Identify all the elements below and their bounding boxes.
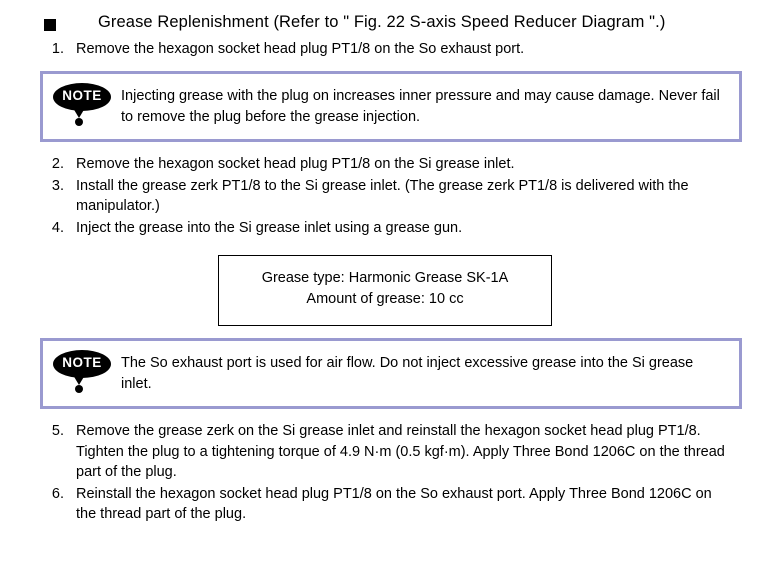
note-box-2 [40, 338, 742, 409]
list-item-number: 6. [51, 485, 64, 502]
list-item-text: Remove the hexagon socket head plug PT1/8 on the So exhaust port. [76, 40, 525, 57]
list-item [14, 484, 756, 525]
note-dot-shape [75, 118, 83, 126]
note-tail-shape [73, 375, 85, 385]
note-text: Injecting grease with the plug on increases inner pressure and may cause damage. Never fail to remove the plug before the grease injection. [121, 88, 720, 126]
note-badge-label: NOTE [62, 88, 102, 104]
square-bullet-icon [44, 19, 56, 31]
list-item [14, 218, 756, 239]
grease-spec-container [14, 255, 756, 327]
list-item-text: Reinstall the hexagon socket head plug PT1/8 on the So exhaust port. Apply Three Bond 1206C on the thread part of the plug. [76, 485, 712, 523]
list-item-text: Install the grease zerk PT1/8 to the Si grease inlet. (The grease zerk PT1/8 is delivered with the manipulator.) [76, 177, 689, 215]
list-item-text: Remove the hexagon socket head plug PT1/8 on the Si grease inlet. [76, 156, 515, 173]
steps-list-after-note2 [14, 421, 756, 525]
note-badge-label: NOTE [62, 355, 102, 371]
list-item [14, 39, 756, 60]
list-item-text: Remove the grease zerk on the Si grease inlet and reinstall the hexagon socket head plug PT1/8. Tighten the plug to a tightening torque of 4.9 N·m (0.5 kgf·m). Apply Three Bond 1206C on the thread part of the plug. [76, 423, 725, 481]
list-item-text: Inject the grease into the Si grease inlet using a grease gun. [76, 219, 463, 236]
note-callout-icon [53, 83, 115, 127]
note-tail-shape [73, 108, 85, 118]
list-item [14, 154, 756, 175]
list-item-number: 5. [51, 423, 64, 440]
note-dot-shape [75, 385, 83, 393]
list-item-number: 2. [51, 156, 64, 173]
page-title: Grease Replenishment (Refer to " Fig. 22 S-axis Speed Reducer Diagram ".) [98, 13, 666, 31]
list-item [14, 176, 756, 217]
grease-type-text: Grease type: Harmonic Grease SK-1A [261, 269, 509, 286]
list-item-number: 3. [51, 177, 64, 194]
steps-list-middle [14, 154, 756, 238]
list-item-number: 4. [51, 219, 64, 236]
grease-spec-box [218, 255, 552, 327]
note-callout-icon [53, 350, 115, 394]
note-text: The So exhaust port is used for air flow. Do not inject excessive grease into the Si grease inlet. [121, 355, 694, 393]
section-heading [14, 12, 756, 33]
grease-amount-text: Amount of grease: 10 cc [306, 291, 464, 308]
note-box-1 [40, 71, 742, 142]
list-item [14, 421, 756, 483]
steps-list-before-note1 [14, 39, 756, 60]
list-item-number: 1. [51, 40, 64, 57]
